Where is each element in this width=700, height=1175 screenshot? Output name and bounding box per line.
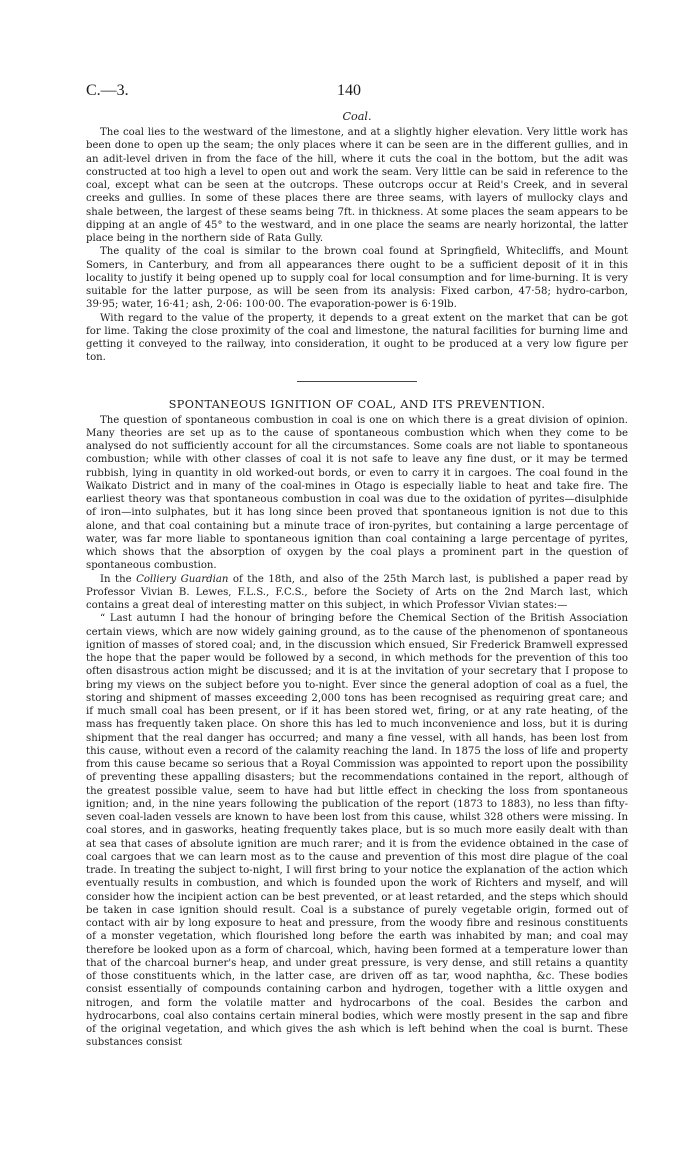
- ignition-paragraph-1: The question of spontaneous combustion in coal is one on which there is a great division of opinion. Many theories are set up as to the cause of spontaneous combustion which when they come to be analysed do not sufficiently account for all the circumstances. Some coals are not liable to spontaneous combustion; while with other classes of coal it is not safe to leave any fine dust, or it may be termed rubbish, lying in quantity in old worked-out bords, or even to carry it in cargoes. The coal found in the Waikato District and in many of the coal-mines in Otago is especially liable to heat and take fire. The earliest theory was that spontaneous combustion in coal was due to the oxidation of pyrites—disulphide of iron—into sulphates, but it has long since been proved that spontaneous ignition is not due to this alone, and that coal containing but a minute trace of iron-pyrites, but containing a large percentage of water, was far more liable to spontaneous ignition than coal containing a large percentage of pyrites, which shows that the absorption of oxygen by the coal plays a prominent part in the question of spontaneous combustion.: [86, 414, 628, 572]
- ignition-paragraph-2: [86, 573, 628, 613]
- section-divider: [297, 381, 417, 382]
- page-header: [86, 82, 628, 104]
- paragraph-2-rest: of the 18th, and also of the 25th March last, is published a paper read by Professor Vivian B. Lewes, F.L.S., F.C.S., before the Society of Arts on the 2nd March last, which contains a great deal of interesting matter on this subject, in which Professor Vivian states:—: [86, 573, 628, 611]
- section-heading: SPONTANEOUS IGNITION OF COAL, AND ITS PREVENTION.: [168, 397, 546, 411]
- page-number: 140: [337, 82, 361, 99]
- quoted-paper-paragraph: “ Last autumn I had the honour of bringing before the Chemical Section of the British Association certain views, which are now widely gaining ground, as to the cause of the phenomenon of spontaneous ignition of masses of stored coal; and, in the discussion which ensued, Sir Frederick Bramwell expressed the hope that the paper would be followed by a second, in which methods for the prevention of this too often disastrous action might be discussed; and it is at the invitation of your secretary that I propose to bring my views on the subject before you to-night. Ever since the general adoption of coal as a fuel, the storing and shipment of masses exceeding 2,000 tons has been recognised as requiring great care; and if much small coal has been present, or if it has been stored wet, firing, or at any rate heating, of the mass has frequently taken place. On shore this has led to much inconvenience and loss, but it is during shipment that the real danger has occurred; and many a fine vessel, with all hands, has been lost from this cause, without even a record of the calamity reaching the land. In 1875 the loss of life and property from this cause became so serious that a Royal Commission was appointed to report upon the possibility of preventing these appalling disasters; but the recommendations contained in the report, although of the greatest possible value, seem to have had but little effect in checking the loss from spontaneous ignition; and, in the nine years following the publication of the report (1873 to 1883), no less than fifty-seven coal-laden vessels are known to have been lost from this cause, whilst 328 others were missing. In coal stores, and in gasworks, heating frequently takes place, but is so much more easily dealt with than at sea that cases of absolute ignition are much rarer; and it is from the evidence obtained in the case of coal cargoes that we can learn most as to the cause and prevention of this most dire plague of the coal trade. In treating the subject to-night, I will first bring to your notice the explanation of the action which eventually results in combustion, and which is founded upon the work of Richters and myself, and will consider how the incipient action can be best prevented, or at least retarded, and the steps which should be taken in case ignition should result. Coal is a substance of purely vegetable origin, formed out of contact with air by long exposure to heat and pressure, from the woody fibre and resinous constituents of a monster vegetation, which flourished long before the earth was inhabited by man; and coal may therefore be looked upon as a form of charcoal, which, having been formed at a temperature lower than that of the charcoal burner's heap, and under great pressure, is very dense, and still retains a quantity of those constituents which, in the latter case, are driven off as tar, wood naphtha, &c. These bodies consist essentially of compounds containing carbon and hydrogen, together with a little oxygen and nitrogen, and form the volatile matter and hydrocarbons of the coal. Besides the carbon and hydrocarbons, coal also contains certain mineral bodies, which were mostly present in the sap and fibre of the original vegetation, and which gives the ash which is left behind when the coal is burnt. These substances consist: [86, 613, 628, 1049]
- document-reference: C.—3.: [86, 82, 129, 99]
- coal-paragraph-3: With regard to the value of the property, it depends to a great extent on the market that can be got for lime. Taking the close proximity of the coal and limestone, the natural facilities for burning lime and getting it conveyed to the railway, into consideration, it ought to be produced at a very low figure per ton.: [86, 312, 628, 364]
- coal-paragraph-2: The quality of the coal is similar to the brown coal found at Springfield, Whitecliffs, and Mount Somers, in Canterbury, and from all appearances there ought to be a sufficient deposit of it in this locality to justify it being opened up to supply coal for local consumption and for lime-burning. It is very suitable for the latter purpose, as will be seen from its analysis: Fixed carbon, 47·58; hydro-carbon, 39·95; water, 16·41; ash, 2·06: 100·00. The evaporation-power is 6·19lb.: [86, 246, 628, 311]
- coal-subheading: Coal.: [342, 110, 372, 123]
- paragraph-2-lead: In the: [100, 573, 137, 585]
- coal-paragraph-1: The coal lies to the westward of the limestone, and at a slightly higher elevation. Very little work has been done to open up the seam; the only places where it can be seen are in the different gullies, and in an adit-level driven in from the face of the hill, where it cuts the coal in the bottom, but the adit was constructed at too high a level to open out and work the seam. Very little can be said in reference to the coal, except what can be seen at the outcrops. These outcrops occur at Reid's Creek, and in several creeks and gullies. In some of these places there are three seams, with layers of mullocky clays and shale between, the largest of these seams being 7ft. in thickness. At some places the seam appears to be dipping at an angle of 45° to the westward, and in one place the seams are nearly horizontal, the latter place being in the northern side of Rata Gully.: [86, 127, 628, 244]
- journal-title: Colliery Guardian: [136, 573, 229, 585]
